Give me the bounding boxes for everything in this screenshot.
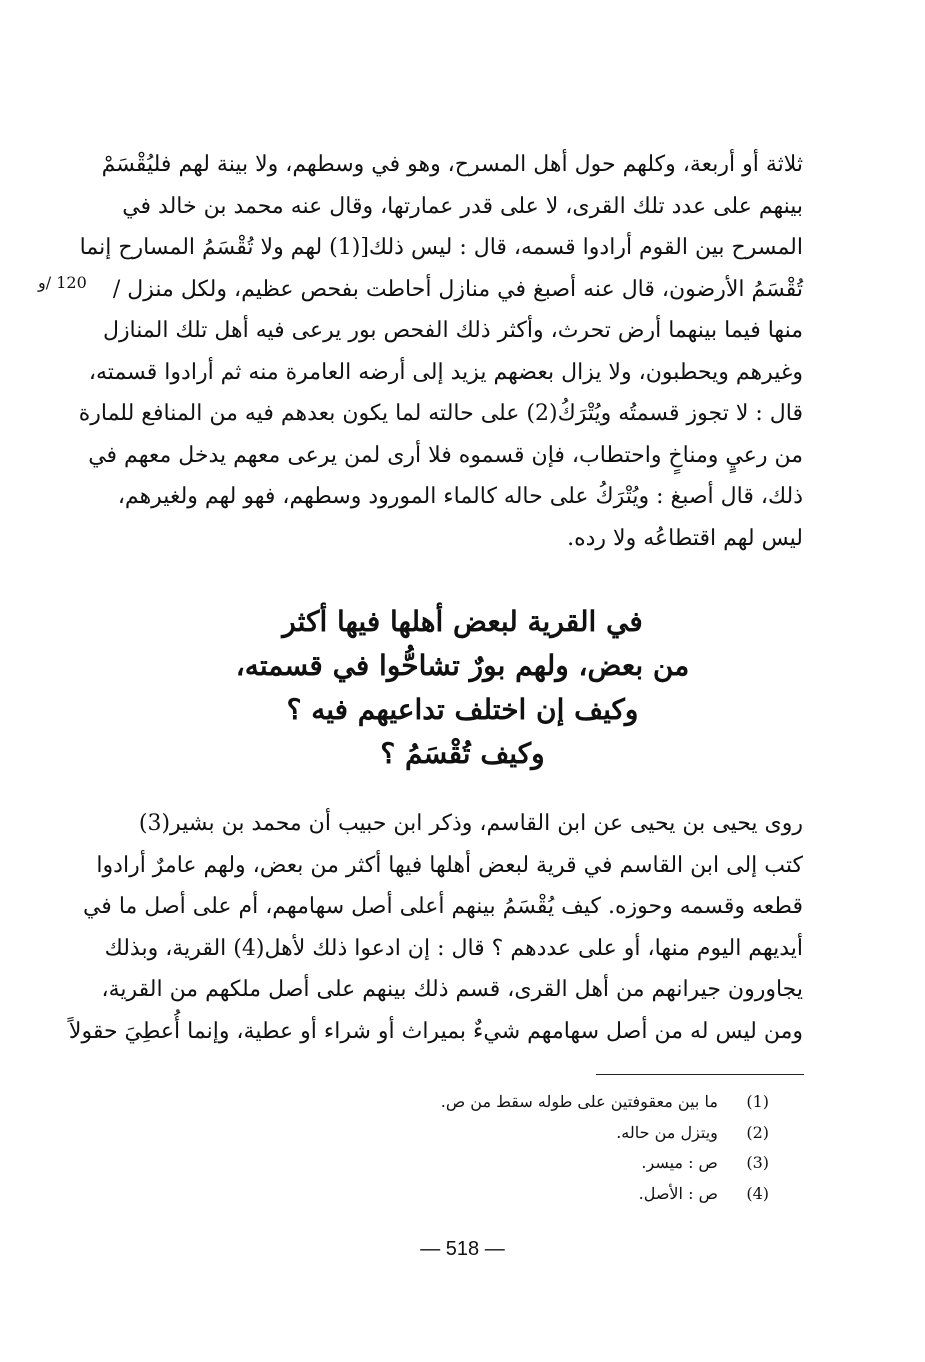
text-line: ثلاثة أو أربعة، وكلهم حول أهل المسرح، وهو في وسطهم، ولا بينة لهم فليُقْسَمْ — [101, 152, 803, 177]
text-line: أيديهم اليوم منها، أو على عددهم ؟ قال : إن ادعوا ذلك لأهل(4) القرية، وبذلك — [104, 935, 803, 961]
heading-line: من بعض، ولهم بورٌ تشاحُّوا في قسمته، — [235, 649, 690, 682]
heading-line: وكيف إن اختلف تداعيهم فيه ؟ — [286, 693, 639, 726]
page-number: — 518 — — [420, 1238, 505, 1260]
text-line: ومن ليس له من أصل سهامهم شيءٌ بميراث أو شراء أو عطية، وإنما أُعطِيَ حقولاً — [68, 1018, 803, 1044]
paragraph-2 — [68, 803, 803, 1052]
text-line: ليس لهم اقتطاعُه ولا رده. — [567, 525, 803, 551]
footnote-text: ص : الأصل. — [638, 1183, 718, 1203]
footnote — [249, 1148, 769, 1179]
heading-line: في القرية لبعض أهلها فيها أكثر — [282, 605, 643, 638]
footnote — [249, 1118, 769, 1149]
text-line: وغيرهم ويحطبون، ولا يزال بعضهم يزيد إلى أرضه العامرة منه ثم أرادوا قسمته، — [88, 359, 803, 385]
text-line: كتب إلى ابن القاسم في قرية لبعض أهلها فيها أكثر من بعض، ولهم عامرٌ أرادوا — [96, 852, 803, 878]
text-line: قطعه وقسمه وحوزه. كيف يُقْسَمُ بينهم أعلى أصل سهامهم، أم على أصل ما في — [82, 894, 803, 919]
footnote-number: (4) — [746, 1183, 769, 1203]
footnote — [249, 1087, 769, 1118]
text-line: منها فيما بينهما أرض تحرث، وأكثر ذلك الفحص بور يرعى فيه أهل تلك المنازل — [102, 318, 803, 343]
folio-margin-note: 120 /و — [38, 273, 87, 292]
heading-line: وكيف تُقْسَمُ ؟ — [380, 737, 545, 770]
footnote-divider — [596, 1074, 804, 1075]
section-heading — [0, 600, 925, 776]
text-line: بينهم على عدد تلك القرى، لا على قدر عمارتها، وقال عنه محمد بن خالد في — [122, 193, 803, 219]
text-line: تُقْسَمُ الأرضون، قال عنه أصبغ في منازل أحاطت بفحص عظيم، ولكل منزل / — [112, 276, 803, 302]
paragraph-1 — [78, 144, 803, 559]
text-line: قال : لا تجوز قسمتُه ويُتْرَكُ(2) على حالته لما يكون بعدهم فيه من المنافع للمارة — [78, 401, 803, 426]
footnote-number: (2) — [746, 1122, 769, 1142]
text-line: من رعيٍ ومناخٍ واحتطاب، فإن قسموه فلا أرى لمن يرعى معهم يدخل معهم في — [88, 442, 803, 468]
footnote-number: (1) — [746, 1092, 769, 1111]
footnote-number: (3) — [746, 1153, 769, 1172]
text-line: ذلك، قال أصبغ : ويُتْرَكُ على حاله كالماء المورود وسطهم، فهو لهم ولغيرهم، — [117, 484, 803, 509]
text-line: يجاورون جيرانهم من أهل القرى، قسم ذلك بينهم على أصل ملكهم من القرية، — [101, 977, 803, 1002]
footnote-text: ويتزل من حاله. — [616, 1122, 718, 1142]
text-line: روى يحيى بن يحيى عن ابن القاسم، وذكر ابن حبيب أن محمد بن بشير(3) — [138, 811, 803, 836]
footnote-text: ما بين معقوفتين على طوله سقط من ص. — [440, 1092, 718, 1111]
footnote — [249, 1179, 769, 1210]
footnotes — [249, 1087, 769, 1209]
text-line: المسرح بين القوم أرادوا قسمه، قال : ليس ذلك[(1) لهم ولا تُقْسَمُ المسارح إنما — [79, 235, 803, 260]
footnote-text: ص : ميسر. — [641, 1153, 718, 1172]
